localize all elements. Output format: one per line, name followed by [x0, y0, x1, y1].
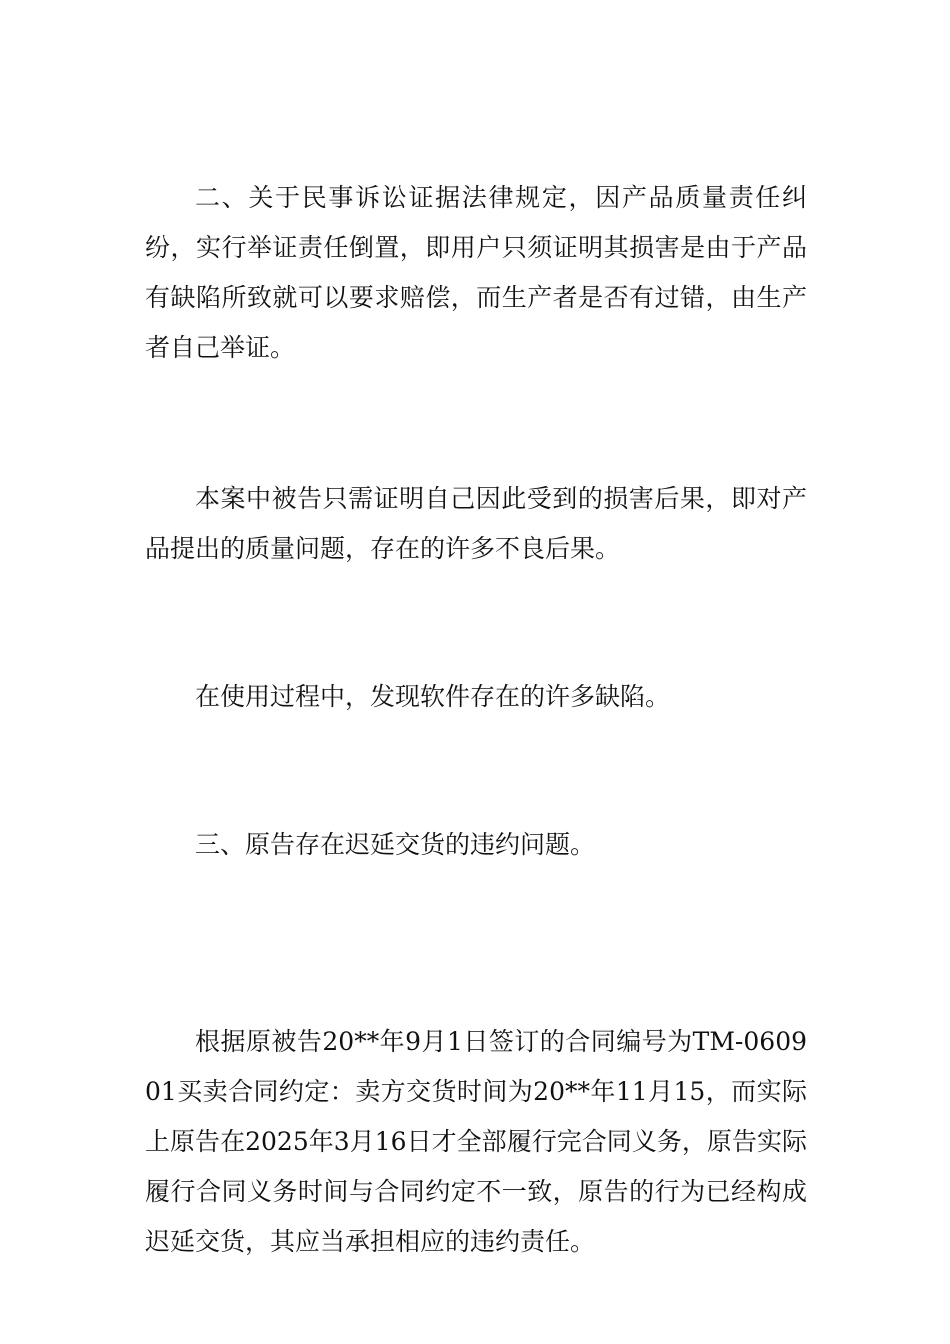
paragraph-software-defects: 在使用过程中，发现软件存在的许多缺陷。 — [195, 682, 671, 711]
section-heading-delayed-delivery: 三、原告存在迟延交货的违约问题。 — [195, 830, 596, 859]
paragraph-evidence-rule: 二、关于民事诉讼证据法律规定，因产品质量责任纠纷，实行举证责任倒置，即用户只须证明其损害是由于产品有缺陷所致就可以要求赔偿，而生产者是否有过错，由生产者自己举证。 — [145, 183, 807, 362]
paragraph-contract-details: 根据原被告20**年9月1日签订的合同编号为TM-060901买卖合同约定：卖方交货时间为20**年11月15，而实际上原告在2025年3月16日才全部履行完合同义务，原告实际履行合同义务时间与合同约定不一致，原告的行为已经构成迟延交货，其应当承担相应的违约责任。 — [145, 1027, 807, 1256]
paragraph-defendant-proof: 本案中被告只需证明自己因此受到的损害后果，即对产品提出的质量问题，存在的许多不良后果。 — [145, 484, 807, 563]
